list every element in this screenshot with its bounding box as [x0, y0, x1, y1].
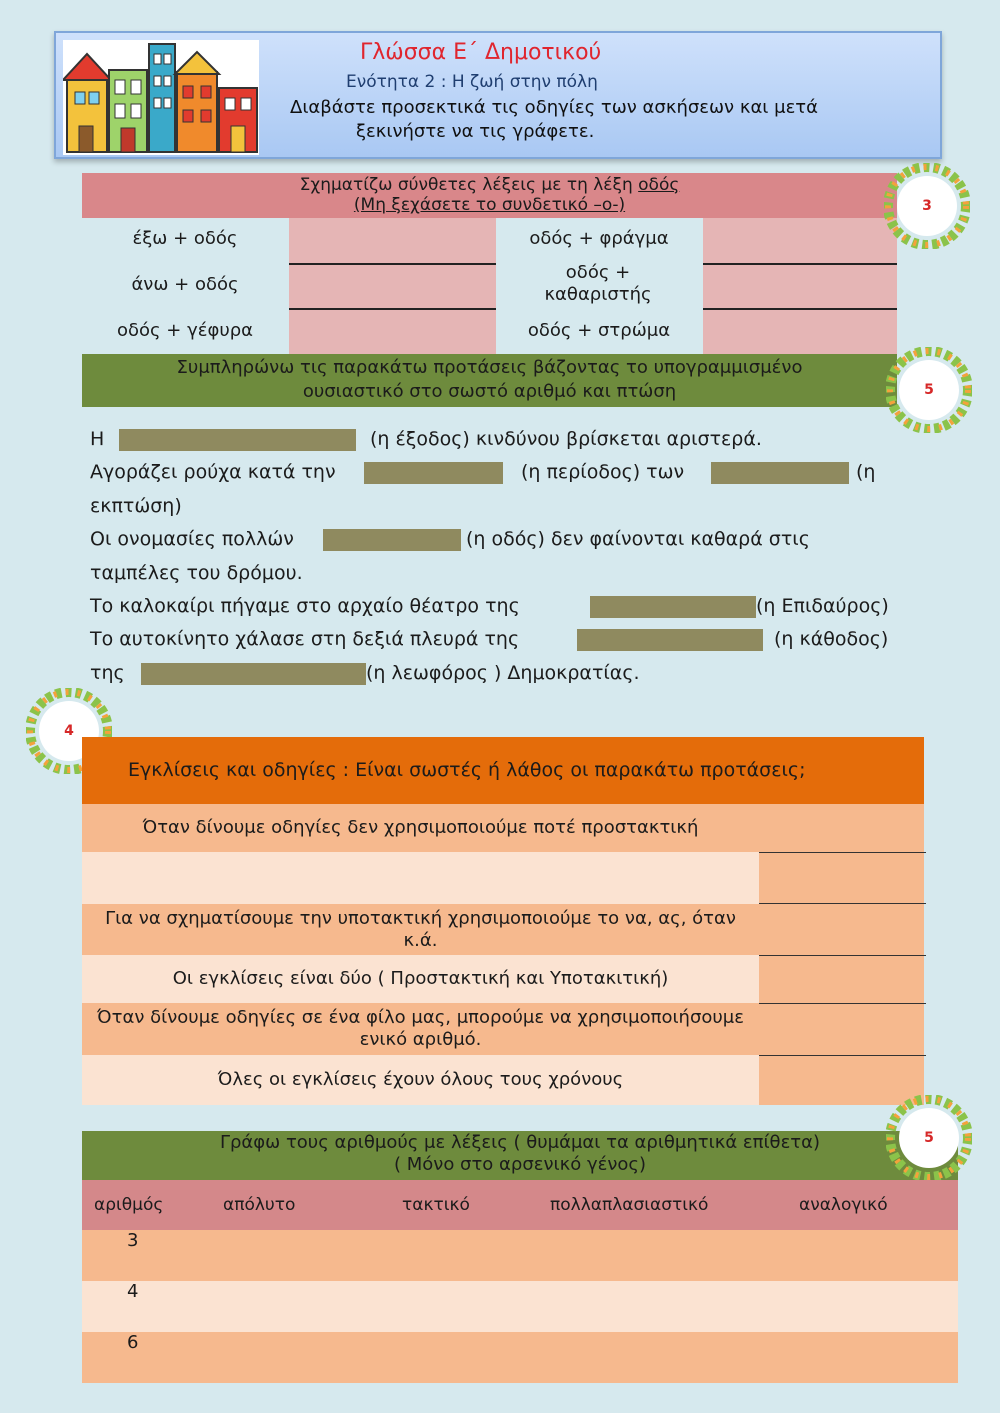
instructions-line-2: ξεκινήστε να τις γράφετε.: [356, 121, 595, 142]
sentence-2-mid: (η περίοδος) των: [521, 461, 685, 483]
column-header: τακτικό: [402, 1195, 470, 1215]
left-word-1: έξω + οδός: [132, 228, 238, 249]
sentence-2-end: (η: [856, 461, 876, 483]
statement-row: Όλες οι εγκλίσεις έχουν όλους τους χρόνους: [82, 1055, 759, 1105]
numbers-table-header: [82, 1180, 958, 1230]
answer-box-3[interactable]: [289, 310, 496, 354]
statement-row: Όταν δίνουμε οδηγίες σε ένα φίλο μας, μπορούμε να χρησιμοποιήσουμε ενικό αριθμό.: [82, 1003, 759, 1055]
left-word-3: οδός + γέφυρα: [116, 320, 254, 341]
badge-number: 5: [924, 1130, 934, 1146]
fill-blank[interactable]: [323, 529, 461, 551]
sentence-3-start: Οι ονομασίες πολλών: [90, 528, 294, 550]
sentence-5-end: (η κάθοδος): [774, 628, 889, 650]
table-row[interactable]: [82, 1281, 958, 1332]
section2-title-line-1: Συμπληρώνω τις παρακάτω προτάσεις βάζοντας το υπογραμμισμένο: [176, 357, 803, 378]
fill-blank[interactable]: [577, 629, 763, 651]
column-header: απόλυτο: [223, 1195, 296, 1215]
right-word-1: οδός + φράγμα: [529, 228, 669, 249]
badge-number: 4: [64, 723, 74, 739]
answer-box-2[interactable]: [289, 265, 496, 308]
compound-words-table: [82, 218, 897, 354]
page-title: Γλώσσα Ε΄ Δημοτικού: [360, 40, 602, 65]
divider: [759, 903, 926, 904]
sentence-3-wrap: ταμπέλες του δρόμου.: [90, 562, 303, 584]
sentence-6-end: (η λεωφόρος ) Δημοκρατίας.: [366, 662, 640, 684]
divider: [703, 263, 897, 265]
instructions-line-1: Διαβάστε προσεκτικά τις οδηγίες των ασκήσεων και μετά: [290, 97, 819, 118]
sentence-3-end: (η οδός) δεν φαίνονται καθαρά στις: [466, 528, 810, 550]
section1-subtitle: (Μη ξεχάσετε το συνδετικό –ο-): [353, 195, 626, 215]
section2-title: [82, 354, 897, 407]
answer-box-5[interactable]: [703, 265, 897, 308]
column-header: αριθμός: [94, 1195, 164, 1215]
fill-blank[interactable]: [590, 596, 756, 618]
sentence-1-end: (η έξοδος) κινδύνου βρίσκεται αριστερά.: [370, 428, 762, 450]
section1-title-word: οδός: [638, 175, 680, 195]
fill-blank[interactable]: [141, 663, 366, 685]
answer-cell[interactable]: [759, 804, 924, 852]
sentence-5-start: Το αυτοκίνητο χάλασε στη δεξιά πλευρά της: [90, 628, 520, 650]
divider: [759, 852, 926, 853]
badge-number: 3: [922, 198, 932, 214]
answer-cell[interactable]: [759, 1003, 924, 1055]
column-header: πολλαπλασιαστικό: [550, 1195, 709, 1215]
answer-cell[interactable]: [759, 955, 924, 1003]
statement-row: Για να σχηματίσουμε την υποτακτική χρησιμοποιούμε το να, ας, όταν κ.ά.: [82, 904, 759, 955]
row-number: 6: [127, 1332, 139, 1353]
table-row[interactable]: [82, 1332, 958, 1383]
section1-title-prefix: Σχηματίζω σύνθετες λέξεις με τη λέξη: [299, 175, 639, 195]
answer-box-6[interactable]: [703, 310, 897, 354]
statement-row: Όταν δίνουμε οδηγίες δεν χρησιμοποιούμε ποτέ προστακτική: [82, 804, 759, 852]
points-badge: [886, 1095, 972, 1181]
instructions: [290, 96, 930, 144]
answer-box-4[interactable]: [703, 218, 897, 263]
column-header: αναλογικό: [799, 1195, 888, 1215]
answer-cell[interactable]: [759, 852, 924, 904]
statement-row: Οι εγκλίσεις είναι δύο ( Προστακτική και Υποτακιτική): [82, 955, 759, 1003]
fill-blank[interactable]: [119, 429, 356, 451]
table-row[interactable]: [82, 1230, 958, 1281]
fill-blank[interactable]: [364, 462, 503, 484]
sentence-2-start: Αγοράζει ρούχα κατά την: [90, 461, 336, 483]
divider: [289, 263, 496, 265]
sentence-4-end: (η Επιδαύρος): [756, 595, 889, 617]
unit-subtitle: Ενότητα 2 : Η ζωή στην πόλη: [346, 72, 598, 92]
section1-title: [82, 173, 897, 218]
section4-title-line-2: ( Μόνο στο αρσενικό γένος): [393, 1154, 646, 1175]
divider: [759, 955, 926, 956]
sentence-4-start: Το καλοκαίρι πήγαμε στο αρχαίο θέατρο της: [90, 595, 520, 617]
divider: [289, 308, 496, 310]
right-word-2: οδός + καθαριστής: [544, 262, 652, 305]
left-word-2: άνω + οδός: [131, 274, 239, 295]
badge-number: 5: [924, 382, 934, 398]
answer-box-1[interactable]: [289, 218, 496, 263]
sentence-2-wrap: εκπτώση): [90, 495, 182, 517]
statement-row: [82, 852, 759, 904]
row-number: 4: [127, 1281, 139, 1302]
divider: [759, 1003, 926, 1004]
houses-illustration: [63, 40, 259, 155]
answer-cell[interactable]: [759, 904, 924, 955]
sentence-6-start: της: [90, 662, 125, 684]
divider: [759, 1055, 926, 1056]
row-number: 3: [127, 1230, 139, 1251]
section4-title: [82, 1131, 958, 1180]
points-badge: [884, 163, 970, 249]
section2-title-line-2: ουσιαστικό στο σωστό αριθμό και πτώση: [302, 381, 677, 402]
right-word-3: οδός + στρώμα: [527, 320, 671, 341]
points-badge: [886, 347, 972, 433]
section4-title-line-1: Γράφω τους αριθμούς με λέξεις ( θυμάμαι τα αριθμητικά επίθετα): [219, 1132, 821, 1153]
sentence-1-start: Η: [90, 428, 105, 450]
section3-title: Εγκλίσεις και οδηγίες : Είναι σωστές ή λάθος οι παρακάτω προτάσεις;: [82, 737, 924, 804]
divider: [703, 308, 897, 310]
fill-blank[interactable]: [711, 462, 849, 484]
